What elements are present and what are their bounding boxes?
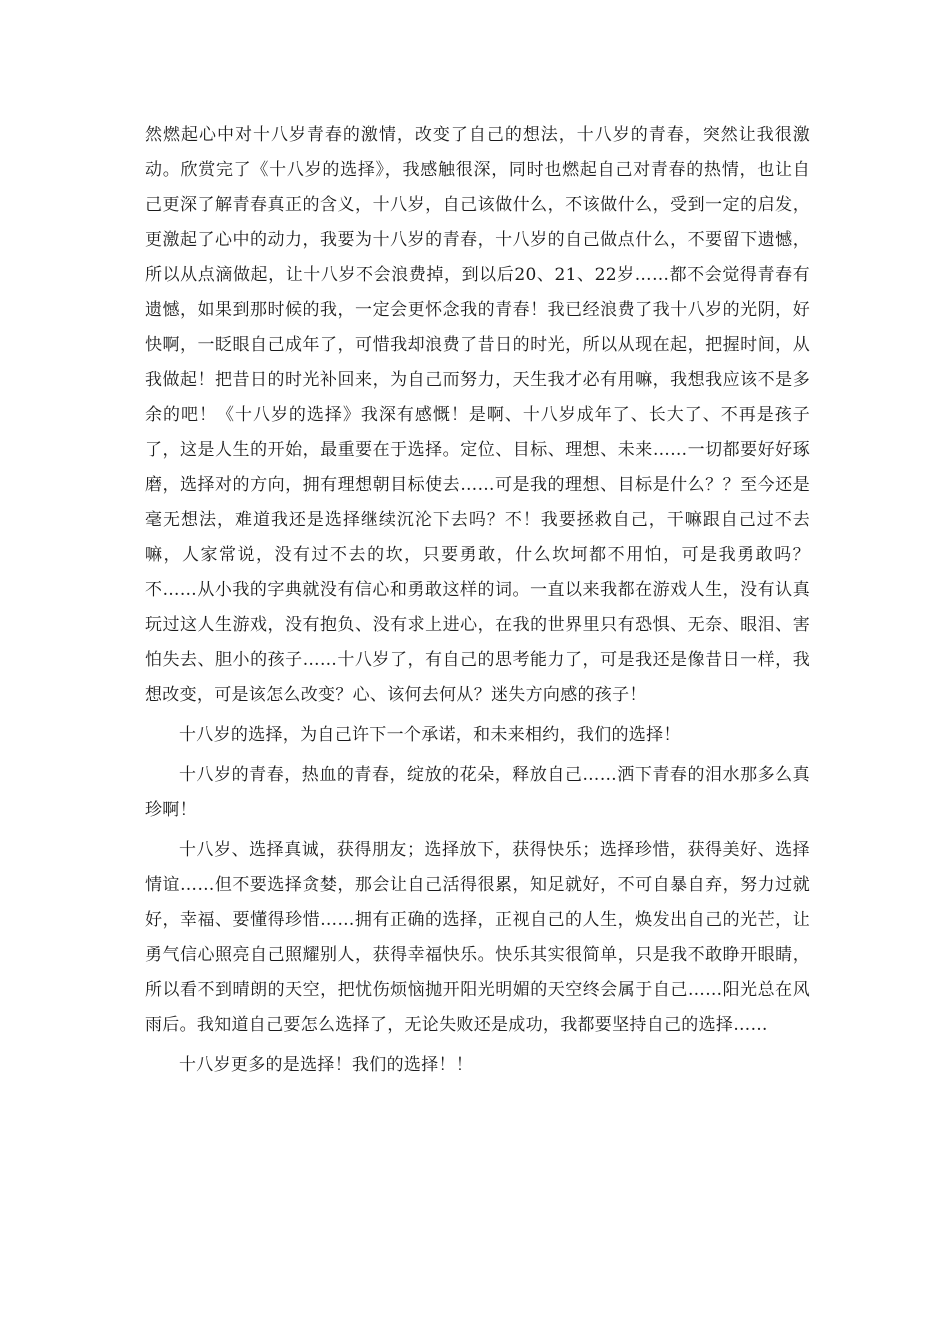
- paragraph-closing: 十八岁更多的是选择！我们的选择！！: [179, 1055, 474, 1075]
- paragraph-promise: 十八岁的选择，为自己许下一个承诺，和未来相约，我们的选择！: [179, 725, 681, 745]
- paragraph-continuation: 然燃起心中对十八岁青春的激情，改变了自己的想法，十八岁的青春，突然让我很激动。欣赏完了《十八岁的选择》，我感触很深，同时也燃起自己对青春的热情，也让自己更深了解青春真正的含义，十八岁，自己该做什么，不该做什么，受到一定的启发，更激起了心中的动力，我要为十八岁的青春，十八岁的自己做点什么，不要留下遗憾，所以从点滴做起，让十八岁不会浪费掉，到以后20、21、22岁……都不会觉得青春有遗憾，如果到那时候的我，一定会更怀念我的青春！我已经浪费了我十八岁的光阴，好快啊，一眨眼自己成年了，可惜我却浪费了昔日的时光，所以从现在起，把握时间，从我做起！把昔日的时光补回来，为自己而努力，天生我才必有用嘛，我想我应该不是多余的吧！《十八岁的选择》我深有感慨！是啊、十八岁成年了、长大了、不再是孩子了，这是人生的开始，最重要在于选择。定位、目标、理想、未来……一切都要好好琢磨，选择对的方向，拥有理想朝目标使去……可是我的理想、目标是什么？？至今还是毫无想法，难道我还是选择继续沉沦下去吗？不！我要拯救自己，干嘛跟自己过不去嘛，人家常说，没有过不去的坎，只要勇敢，什么坎坷都不用怕，可是我勇敢吗？不……从小我的字典就没有信心和勇敢这样的词。一直以来我都在游戏人生，没有认真玩过这人生游戏，没有抱负、没有求上进心，在我的世界里只有恐惧、无奈、眼泪、害怕失去、胆小的孩子……十八岁了，有自己的思考能力了，可是我还是像昔日一样，我想改变，可是该怎么改变？心、该何去何从？迷失方向感的孩子！: [145, 125, 810, 705]
- document-body: [145, 118, 810, 1088]
- paragraph-youth: 十八岁的青春，热血的青春，绽放的花朵，释放自己……洒下青春的泪水那多么真珍啊！: [145, 765, 810, 820]
- paragraph-choices: 十八岁、选择真诚，获得朋友；选择放下，获得快乐；选择珍惜，获得美好、选择情谊……但不要选择贪婪，那会让自己活得很累，知足就好，不可自暴自弃，努力过就好，幸福、要懂得珍惜……拥有正确的选择，正视自己的人生，焕发出自己的光芒，让勇气信心照亮自己照耀别人，获得幸福快乐。快乐其实很简单，只是我不敢睁开眼睛，所以看不到晴朗的天空，把忧伤烦恼抛开阳光明媚的天空终会属于自己……阳光总在风雨后。我知道自己要怎么选择了，无论失败还是成功，我都要坚持自己的选择……: [145, 840, 810, 1035]
